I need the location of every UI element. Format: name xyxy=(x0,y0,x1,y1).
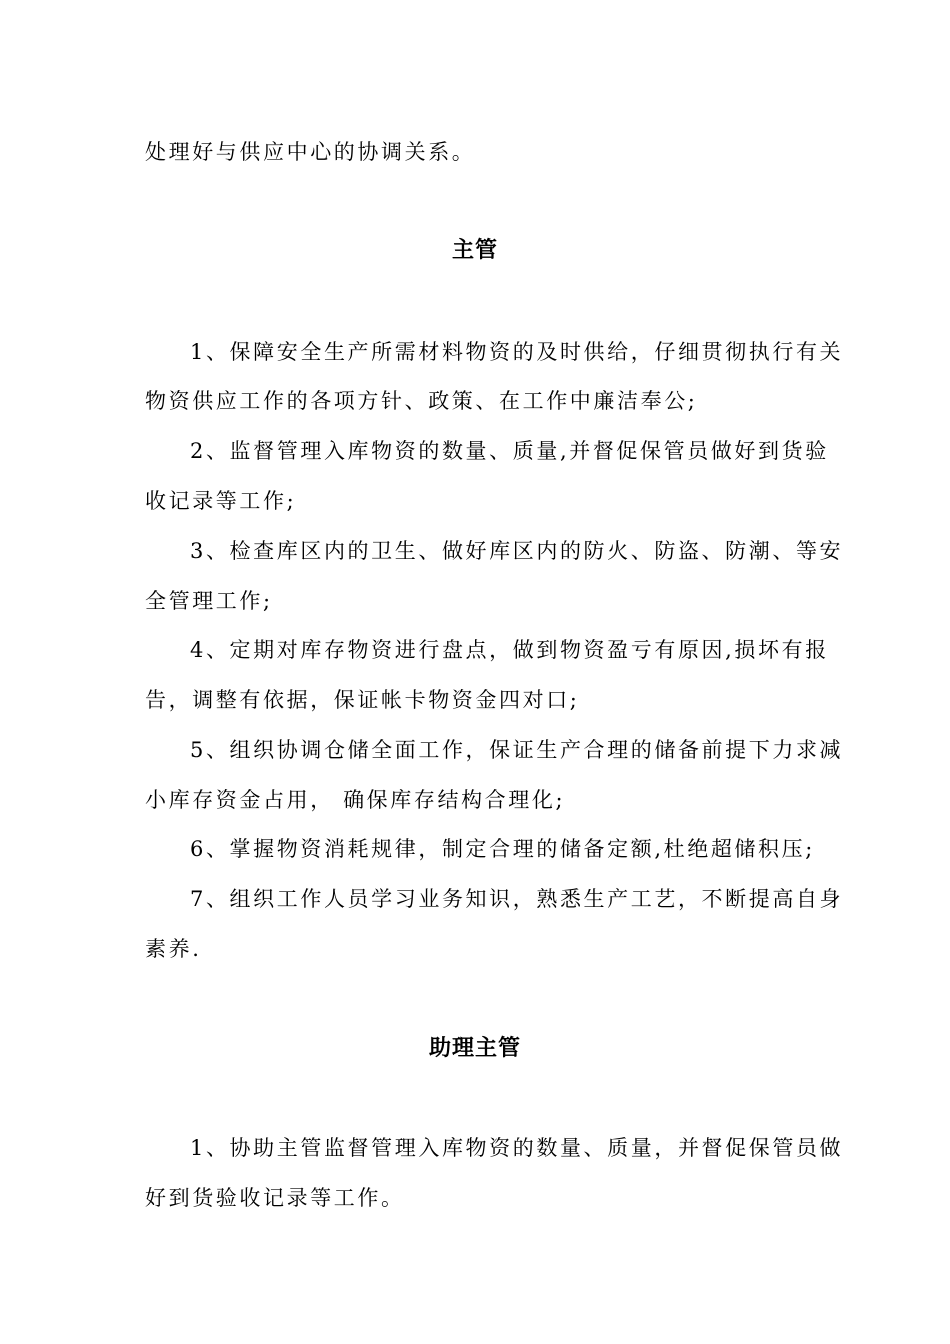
duty-1-line-1: 1、保障安全生产所需材料物资的及时供给，仔细贯彻执行有关 xyxy=(190,340,844,364)
assistant-duty-1-line-1: 1、协助主管监督管理入库物资的数量、质量，并督促保管员做 xyxy=(190,1136,844,1160)
duty-2-line-2: 收记录等工作; xyxy=(145,489,297,513)
duty-2-line-1: 2、监督管理入库物资的数量、质量,并督促保管员做好到货验 xyxy=(190,439,829,463)
duty-7-line-1: 7、组织工作人员学习业务知识，熟悉生产工艺，不断提高自身 xyxy=(190,887,844,911)
duty-7-line-2: 素养. xyxy=(145,937,202,961)
duty-5-line-2: 小库存资金占用， 确保库存结构合理化; xyxy=(145,788,566,812)
assistant-duty-1-line-2: 好到货验收记录等工作。 xyxy=(145,1186,405,1210)
duty-3-line-2: 全管理工作; xyxy=(145,589,273,613)
duty-5-line-1: 5、组织协调仓储全面工作，保证生产合理的储备前提下力求减 xyxy=(190,738,844,762)
duty-3-line-1: 3、检查库区内的卫生、做好库区内的防火、防盗、防潮、等安 xyxy=(190,539,844,563)
duty-4-line-2: 告，调整有依据，保证帐卡物资金四对口; xyxy=(145,688,580,712)
duty-4-line-1: 4、定期对库存物资进行盘点，做到物资盈亏有原因,损坏有报 xyxy=(190,638,829,662)
section-heading-supervisor: 主管 xyxy=(451,238,498,263)
duty-1-line-2: 物资供应工作的各项方针、政策、在工作中廉洁奉公; xyxy=(145,389,698,413)
section-heading-assistant-supervisor: 助理主管 xyxy=(428,1036,521,1061)
intro-tail-text: 处理好与供应中心的协调关系。 xyxy=(145,140,476,164)
duty-6-line-1: 6、掌握物资消耗规律，制定合理的储备定额,杜绝超储积压; xyxy=(190,837,815,861)
